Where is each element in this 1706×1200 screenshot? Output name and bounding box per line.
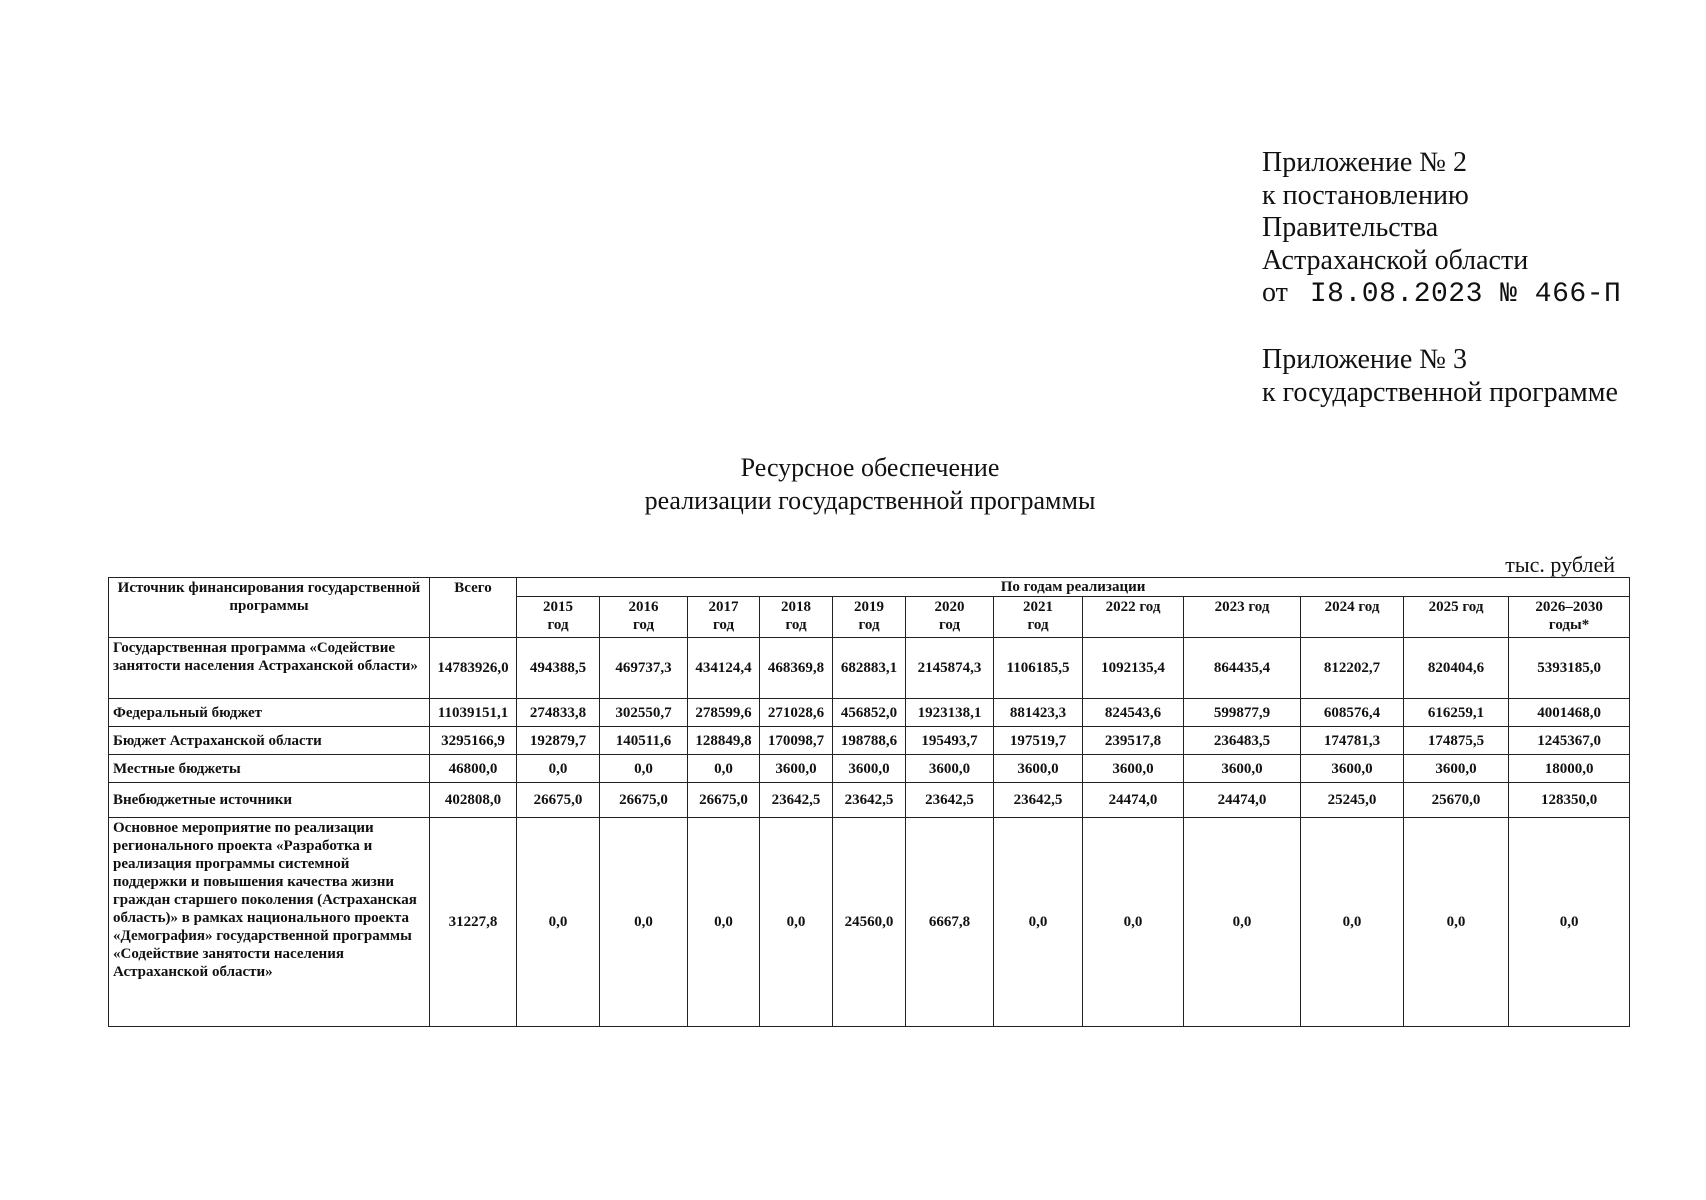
year-value-cell: 197519,7	[994, 727, 1083, 755]
header-year-label: 2021	[1023, 599, 1053, 615]
year-value-cell: 26675,0	[600, 783, 688, 818]
year-value-cell: 2145874,3	[906, 638, 994, 699]
year-value-cell: 1092135,4	[1083, 638, 1184, 699]
source-cell: Государственная программа «Содействие занятости населения Астраханской области»	[109, 638, 430, 699]
header-year-label: 2023 год	[1214, 599, 1270, 615]
table-row	[109, 818, 1630, 1027]
appendix-line: Приложение № 2	[1262, 147, 1467, 178]
year-value-cell: 0,0	[517, 755, 600, 783]
date-prefix: от	[1262, 277, 1288, 308]
total-cell: 11039151,1	[430, 699, 517, 727]
year-value-cell: 1106185,5	[994, 638, 1083, 699]
year-value-cell: 128849,8	[688, 727, 760, 755]
document-title	[520, 451, 1220, 517]
header-year-label: 2015	[543, 599, 573, 615]
year-value-cell: 3600,0	[1184, 755, 1301, 783]
header-year	[517, 597, 600, 638]
year-value-cell: 1245367,0	[1509, 727, 1630, 755]
source-cell: Основное мероприятие по реализации регионального проекта «Разработка и реализация программы системной поддержки и повышения качества жизни граждан старшего поколения (Астраханская область)» в рамках национального проекта «Демография» государственной программы «Содействие занятости населения Астраханской области»	[109, 818, 430, 1027]
year-value-cell: 3600,0	[906, 755, 994, 783]
year-value-cell: 682883,1	[833, 638, 906, 699]
year-value-cell: 494388,5	[517, 638, 600, 699]
year-value-cell: 198788,6	[833, 727, 906, 755]
year-value-cell: 239517,8	[1083, 727, 1184, 755]
appendix-line: Астраханской области	[1262, 244, 1529, 276]
financing-table-wrap	[108, 577, 1629, 1027]
appendix-line: Правительства	[1262, 212, 1439, 243]
table-header-row	[109, 578, 1630, 597]
source-cell: Местные бюджеты	[109, 755, 430, 783]
year-value-cell: 820404,6	[1404, 638, 1509, 699]
header-year-suffix: год	[632, 617, 655, 633]
year-value-cell: 236483,5	[1184, 727, 1301, 755]
appendix-block	[1262, 147, 1621, 312]
year-value-cell: 864435,4	[1184, 638, 1301, 699]
header-year-suffix: год	[938, 617, 961, 633]
year-value-cell: 174875,5	[1404, 727, 1509, 755]
year-value-cell: 608576,4	[1301, 699, 1404, 727]
header-year	[833, 597, 906, 638]
year-value-cell: 4001468,0	[1509, 699, 1630, 727]
header-year-label: 2026–2030	[1535, 599, 1603, 615]
header-year-suffix: год	[712, 617, 735, 633]
year-value-cell: 195493,7	[906, 727, 994, 755]
header-year	[600, 597, 688, 638]
year-value-cell: 5393185,0	[1509, 638, 1630, 699]
year-value-cell: 881423,3	[994, 699, 1083, 727]
units-label: тыс. рублей	[1505, 552, 1615, 577]
year-value-cell: 0,0	[1404, 818, 1509, 1027]
header-year	[1184, 597, 1301, 638]
year-value-cell: 0,0	[688, 818, 760, 1027]
source-cell: Внебюджетные источники	[109, 783, 430, 818]
header-year	[1404, 597, 1509, 638]
year-value-cell: 26675,0	[688, 783, 760, 818]
header-year-label: 2024 год	[1324, 599, 1380, 615]
year-value-cell: 0,0	[1184, 818, 1301, 1027]
year-value-cell: 278599,6	[688, 699, 760, 727]
year-value-cell: 271028,6	[760, 699, 833, 727]
year-value-cell: 23642,5	[994, 783, 1083, 818]
table-row	[109, 638, 1630, 699]
year-value-cell: 174781,3	[1301, 727, 1404, 755]
year-value-cell: 0,0	[1301, 818, 1404, 1027]
header-year-label: 2019	[854, 599, 884, 615]
header-year-suffix: год	[547, 617, 569, 633]
year-value-cell: 0,0	[600, 818, 688, 1027]
total-cell: 3295166,9	[430, 727, 517, 755]
year-value-cell: 3600,0	[1083, 755, 1184, 783]
financing-table	[108, 577, 1630, 1027]
appendix-date-line	[1262, 277, 1621, 312]
header-year-suffix: год	[1027, 617, 1049, 633]
year-value-cell: 18000,0	[1509, 755, 1630, 783]
year-value-cell: 3600,0	[994, 755, 1083, 783]
total-cell: 402808,0	[430, 783, 517, 818]
year-value-cell: 0,0	[1509, 818, 1630, 1027]
year-value-cell: 0,0	[1083, 818, 1184, 1027]
header-year	[760, 597, 833, 638]
header-year	[1083, 597, 1184, 638]
header-source: Источник финансирования государственной программы	[109, 578, 430, 638]
year-value-cell: 26675,0	[517, 783, 600, 818]
header-year	[1301, 597, 1404, 638]
appendix-program-line: к государственной программе	[1262, 376, 1618, 408]
year-value-cell: 0,0	[517, 818, 600, 1027]
header-year-suffix: год	[785, 617, 807, 633]
date-stamp: I8.08.2023 № 466-П	[1309, 279, 1622, 310]
header-year-label: 2018	[781, 599, 811, 615]
year-value-cell: 23642,5	[906, 783, 994, 818]
year-value-cell: 824543,6	[1083, 699, 1184, 727]
year-value-cell: 812202,7	[1301, 638, 1404, 699]
year-value-cell: 140511,6	[600, 727, 688, 755]
appendix-line: к постановлению	[1262, 179, 1469, 211]
table-body	[109, 638, 1630, 1027]
year-value-cell: 0,0	[688, 755, 760, 783]
appendix-program-block	[1262, 344, 1618, 409]
year-value-cell: 0,0	[994, 818, 1083, 1027]
year-value-cell: 25245,0	[1301, 783, 1404, 818]
year-value-cell: 1923138,1	[906, 699, 994, 727]
source-cell: Бюджет Астраханской области	[109, 727, 430, 755]
header-year	[994, 597, 1083, 638]
year-value-cell: 3600,0	[1301, 755, 1404, 783]
year-value-cell: 3600,0	[1404, 755, 1509, 783]
total-cell: 14783926,0	[430, 638, 517, 699]
year-value-cell: 302550,7	[600, 699, 688, 727]
year-value-cell: 24474,0	[1184, 783, 1301, 818]
header-year-label: 2020	[934, 599, 965, 615]
header-year	[1509, 597, 1630, 638]
year-value-cell: 23642,5	[760, 783, 833, 818]
table-row	[109, 699, 1630, 727]
header-year-label: 2017	[708, 599, 739, 615]
title-line-1: Ресурсное обеспечение	[740, 453, 1000, 482]
year-value-cell: 3600,0	[833, 755, 906, 783]
total-cell: 46800,0	[430, 755, 517, 783]
table-row	[109, 755, 1630, 783]
header-by-years: По годам реализации	[517, 578, 1630, 597]
year-value-cell: 456852,0	[833, 699, 906, 727]
year-value-cell: 24560,0	[833, 818, 906, 1027]
header-year	[688, 597, 760, 638]
year-value-cell: 0,0	[600, 755, 688, 783]
header-year-suffix: годы*	[1548, 617, 1590, 633]
source-cell: Федеральный бюджет	[109, 699, 430, 727]
table-row	[109, 727, 1630, 755]
header-year-label: 2025 год	[1428, 599, 1484, 615]
year-value-cell: 3600,0	[760, 755, 833, 783]
title-line-2: реализации государственной программы	[644, 486, 1096, 515]
header-year-suffix: год	[858, 617, 880, 633]
year-value-cell: 469737,3	[600, 638, 688, 699]
year-value-cell: 128350,0	[1509, 783, 1630, 818]
header-year-label: 2016	[628, 599, 659, 615]
year-value-cell: 468369,8	[760, 638, 833, 699]
year-value-cell: 0,0	[760, 818, 833, 1027]
year-value-cell: 25670,0	[1404, 783, 1509, 818]
year-value-cell: 434124,4	[688, 638, 760, 699]
year-value-cell: 23642,5	[833, 783, 906, 818]
appendix-program-line: Приложение № 3	[1262, 344, 1467, 375]
year-value-cell: 170098,7	[760, 727, 833, 755]
year-value-cell: 24474,0	[1083, 783, 1184, 818]
year-value-cell: 192879,7	[517, 727, 600, 755]
year-value-cell: 599877,9	[1184, 699, 1301, 727]
header-year-label: 2022 год	[1105, 599, 1161, 615]
header-year	[906, 597, 994, 638]
total-cell: 31227,8	[430, 818, 517, 1027]
year-value-cell: 616259,1	[1404, 699, 1509, 727]
header-total: Всего	[430, 578, 517, 638]
year-value-cell: 274833,8	[517, 699, 600, 727]
year-value-cell: 6667,8	[906, 818, 994, 1027]
table-row	[109, 783, 1630, 818]
